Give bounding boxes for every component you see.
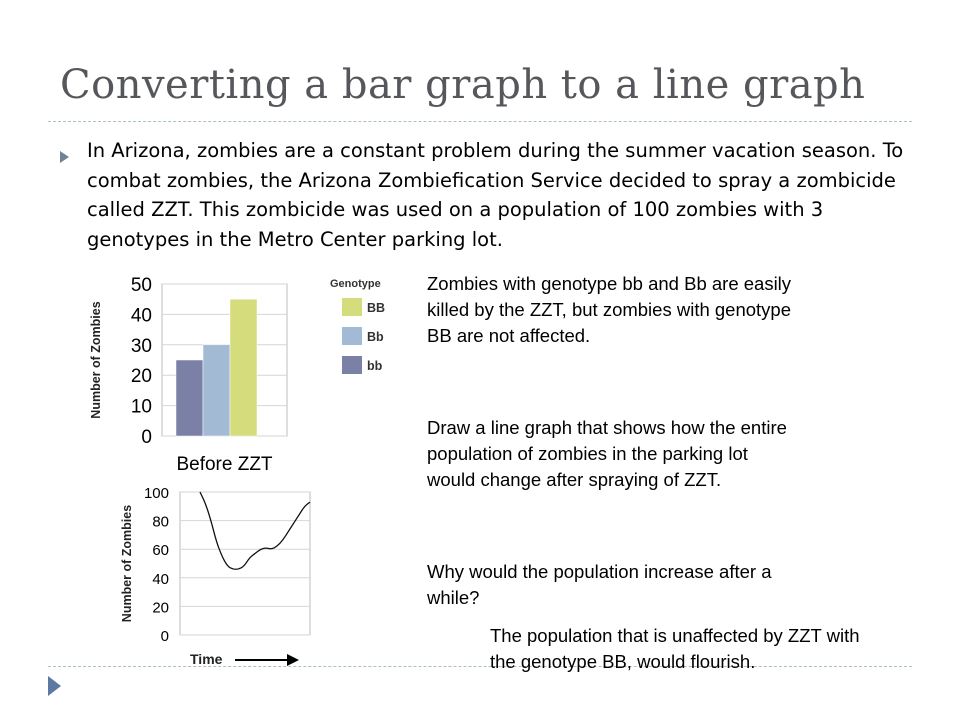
legend-label-Bb: Bb: [367, 330, 384, 344]
bar-bb: [230, 299, 257, 436]
population-line: [200, 492, 310, 569]
answer-text: The population that is unaffected by ZZT with the genotype BB, would flourish.: [490, 625, 860, 672]
line-y-tick-label: 0: [160, 628, 169, 645]
bar-chart: [80, 272, 400, 472]
line-y-tick-label: 40: [152, 570, 169, 588]
bar-y-axis-title: Number of Zombies: [89, 301, 103, 419]
bar-y-tick-label: 50: [130, 275, 152, 296]
bar-x-axis-label: Before ZZT: [176, 454, 273, 472]
question-text: Why would the population increase after a while?: [427, 561, 772, 608]
intro-text: In Arizona, zombies are a constant problem during the summer vacation season. To combat zombies, the Arizona Zombiefication Service decided to spray a zombicide called ZZT. This zombicide was used on a population of 100 zombies with 3 genotypes in the Metro Center parking lot.: [87, 139, 904, 251]
legend-swatch-Bb: [342, 327, 362, 345]
time-arrow-icon: [287, 654, 299, 666]
bar-y-tick-label: 0: [141, 427, 152, 448]
bar-y-tick-label: 30: [130, 335, 152, 357]
line-chart: [110, 482, 440, 672]
line-chart-axes: [120, 485, 310, 667]
next-slide-arrow-icon[interactable]: [48, 676, 61, 696]
line-y-tick-label: 80: [152, 513, 169, 531]
legend-label-BB: BB: [367, 301, 386, 315]
line-x-axis-label: Time: [190, 651, 223, 667]
bullet-arrow-icon: [60, 151, 69, 163]
bar-y-tick-label: 10: [130, 396, 152, 418]
legend-label-bb: bb: [367, 359, 383, 373]
bar-bb-het: [203, 345, 230, 436]
bar-y-tick-label: 20: [130, 366, 152, 388]
slide-title: Converting a bar graph to a line graph: [60, 62, 866, 108]
line-y-tick-label: 20: [152, 599, 169, 617]
bar-y-tick-label: 40: [130, 305, 152, 327]
bar-chart-bars: [176, 299, 257, 436]
line-y-tick-label: 100: [143, 485, 169, 502]
line-chart-line: [200, 492, 310, 569]
instruction-text: Draw a line graph that shows how the entire population of zombies in the parking lot would change after spraying of ZZT.: [427, 417, 787, 490]
bar-bb: [176, 360, 203, 436]
legend-title: Genotype: [330, 278, 381, 290]
line-y-tick-label: 60: [152, 542, 169, 560]
bar-chart-legend: [330, 278, 385, 374]
genotype-effect-text: Zombies with genotype bb and Bb are easily killed by the ZZT, but zombies with genotype BB are not affected.: [427, 273, 792, 346]
line-y-axis-title: Number of Zombies: [120, 504, 134, 623]
legend-swatch-BB: [342, 298, 362, 316]
legend-swatch-bb: [342, 356, 362, 374]
title-divider: [48, 121, 912, 122]
